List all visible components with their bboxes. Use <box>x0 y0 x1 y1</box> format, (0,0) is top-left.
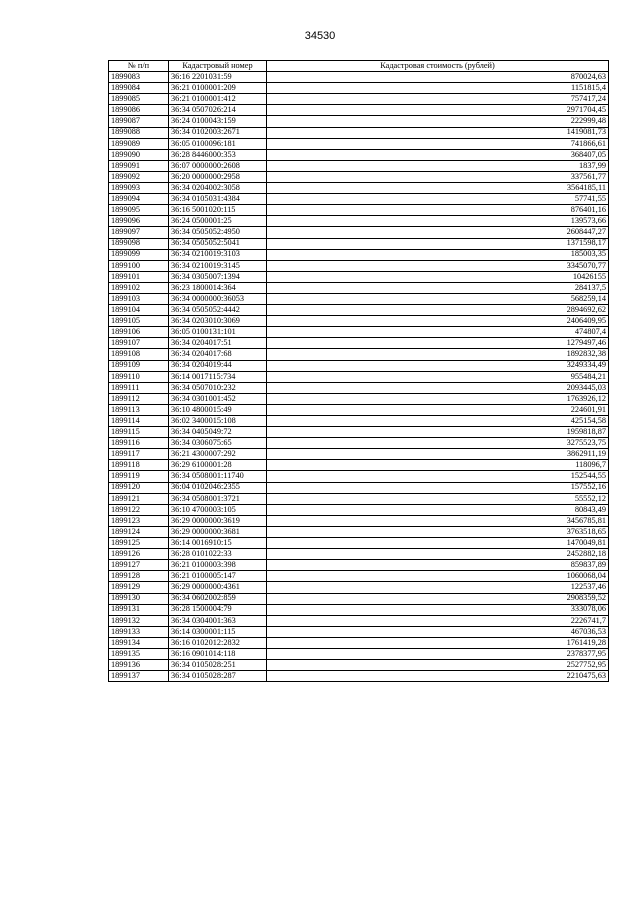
row-number-cell: 1899109 <box>109 360 169 371</box>
cadastral-number-cell: 36:34 0000000:36053 <box>169 293 267 304</box>
cadastral-value-cell: 2894692,62 <box>267 305 609 316</box>
cadastral-number-cell: 36:34 0306075:65 <box>169 438 267 449</box>
cadastral-number-cell: 36:16 2201031:59 <box>169 72 267 83</box>
table-row <box>109 560 609 571</box>
row-number-cell: 1899134 <box>109 637 169 648</box>
cadastral-value-cell: 467036,53 <box>267 626 609 637</box>
cadastral-value-cell: 3249334,49 <box>267 360 609 371</box>
cadastral-number-cell: 36:29 0000000:3681 <box>169 526 267 537</box>
row-number-cell: 1899093 <box>109 183 169 194</box>
table-row <box>109 338 609 349</box>
cadastral-value-cell: 3275523,75 <box>267 438 609 449</box>
row-number-cell: 1899135 <box>109 648 169 659</box>
cadastral-number-cell: 36:34 0505052:4950 <box>169 227 267 238</box>
cadastral-number-cell: 36:16 0901014:118 <box>169 648 267 659</box>
table-row <box>109 194 609 205</box>
table-row <box>109 526 609 537</box>
row-number-cell: 1899112 <box>109 393 169 404</box>
cadastral-value-cell: 757417,24 <box>267 94 609 105</box>
header-row-number: № п/п <box>109 61 169 72</box>
cadastral-value-cell: 1151815,4 <box>267 83 609 94</box>
row-number-cell: 1899090 <box>109 149 169 160</box>
row-number-cell: 1899094 <box>109 194 169 205</box>
cadastral-value-cell: 870024,63 <box>267 72 609 83</box>
row-number-cell: 1899098 <box>109 238 169 249</box>
cadastral-value-cell: 185003,35 <box>267 249 609 260</box>
cadastral-value-cell: 2908359,52 <box>267 593 609 604</box>
cadastral-value-cell: 2210475,63 <box>267 671 609 682</box>
row-number-cell: 1899101 <box>109 271 169 282</box>
cadastral-value-cell: 333078,06 <box>267 604 609 615</box>
cadastral-number-cell: 36:16 0102012:2832 <box>169 637 267 648</box>
cadastral-value-cell: 2406409,95 <box>267 316 609 327</box>
table-row <box>109 316 609 327</box>
cadastral-number-cell: 36:29 6100001:28 <box>169 460 267 471</box>
table-row <box>109 549 609 560</box>
row-number-cell: 1899129 <box>109 582 169 593</box>
cadastral-number-cell: 36:34 0507010:232 <box>169 382 267 393</box>
cadastral-value-cell: 2093445,03 <box>267 382 609 393</box>
table-row <box>109 648 609 659</box>
cadastral-value-cell: 3862911,19 <box>267 449 609 460</box>
cadastral-value-cell: 568259,14 <box>267 293 609 304</box>
cadastral-value-cell: 1761419,28 <box>267 637 609 648</box>
cadastral-number-cell: 36:29 0000000:3619 <box>169 515 267 526</box>
cadastral-value-cell: 2527752,95 <box>267 660 609 671</box>
cadastral-number-cell: 36:23 1800014:364 <box>169 282 267 293</box>
cadastral-number-cell: 36:14 0300001:115 <box>169 626 267 637</box>
cadastral-value-cell: 2452882,18 <box>267 549 609 560</box>
table-row <box>109 371 609 382</box>
table-row <box>109 471 609 482</box>
table-row <box>109 94 609 105</box>
row-number-cell: 1899108 <box>109 349 169 360</box>
table-row <box>109 105 609 116</box>
cadastral-number-cell: 36:34 0204019:44 <box>169 360 267 371</box>
row-number-cell: 1899137 <box>109 671 169 682</box>
cadastral-number-cell: 36:34 0203010:3069 <box>169 316 267 327</box>
cadastral-value-cell: 1470049,81 <box>267 538 609 549</box>
table-row <box>109 671 609 682</box>
cadastral-number-cell: 36:24 0500001:25 <box>169 216 267 227</box>
cadastral-number-cell: 36:28 1500004:79 <box>169 604 267 615</box>
cadastral-value-cell: 80843,49 <box>267 504 609 515</box>
table-row <box>109 360 609 371</box>
table-row <box>109 582 609 593</box>
row-number-cell: 1899086 <box>109 105 169 116</box>
cadastral-number-cell: 36:28 0101022:33 <box>169 549 267 560</box>
cadastral-number-cell: 36:16 5001020:115 <box>169 205 267 216</box>
table-row <box>109 637 609 648</box>
row-number-cell: 1899125 <box>109 538 169 549</box>
cadastral-number-cell: 36:34 0204002:3058 <box>169 183 267 194</box>
header-cadastral-number: Кадастровый номер <box>169 61 267 72</box>
cadastral-value-cell: 1060068,04 <box>267 571 609 582</box>
cadastral-number-cell: 36:28 8446000:353 <box>169 149 267 160</box>
cadastral-number-cell: 36:21 0100005:147 <box>169 571 267 582</box>
table-row <box>109 427 609 438</box>
table-row <box>109 449 609 460</box>
cadastral-value-cell: 337561,77 <box>267 171 609 182</box>
cadastral-number-cell: 36:34 0204017:51 <box>169 338 267 349</box>
cadastral-number-cell: 36:34 0304001:363 <box>169 615 267 626</box>
row-number-cell: 1899085 <box>109 94 169 105</box>
cadastral-number-cell: 36:34 0210019:3103 <box>169 249 267 260</box>
cadastral-value-cell: 955484,21 <box>267 371 609 382</box>
row-number-cell: 1899089 <box>109 138 169 149</box>
cadastral-number-cell: 36:10 4800015:49 <box>169 404 267 415</box>
table-row <box>109 171 609 182</box>
table-row <box>109 72 609 83</box>
cadastral-value-cell: 2226741,7 <box>267 615 609 626</box>
cadastral-value-cell: 3564185,11 <box>267 183 609 194</box>
table-row <box>109 227 609 238</box>
cadastral-number-cell: 36:05 0100131:101 <box>169 327 267 338</box>
row-number-cell: 1899105 <box>109 316 169 327</box>
cadastral-value-cell: 222999,48 <box>267 116 609 127</box>
cadastral-number-cell: 36:02 3400015:108 <box>169 416 267 427</box>
cadastral-value-cell: 1279497,46 <box>267 338 609 349</box>
cadastral-value-cell: 1837,99 <box>267 160 609 171</box>
table-row <box>109 282 609 293</box>
row-number-cell: 1899132 <box>109 615 169 626</box>
row-number-cell: 1899126 <box>109 549 169 560</box>
table-row <box>109 438 609 449</box>
cadastral-number-cell: 36:34 0602002:859 <box>169 593 267 604</box>
cadastral-number-cell: 36:34 0301001:452 <box>169 393 267 404</box>
table-row <box>109 515 609 526</box>
cadastral-value-cell: 122537,46 <box>267 582 609 593</box>
row-number-cell: 1899114 <box>109 416 169 427</box>
cadastral-number-cell: 36:34 0204017:68 <box>169 349 267 360</box>
cadastral-number-cell: 36:34 0508001:11740 <box>169 471 267 482</box>
cadastral-number-cell: 36:34 0105031:4384 <box>169 194 267 205</box>
row-number-cell: 1899091 <box>109 160 169 171</box>
cadastral-value-cell: 741866,61 <box>267 138 609 149</box>
cadastral-number-cell: 36:04 0102046:2355 <box>169 482 267 493</box>
table-row <box>109 260 609 271</box>
cadastral-value-table <box>108 60 609 682</box>
cadastral-value-cell: 57741,55 <box>267 194 609 205</box>
table-row <box>109 504 609 515</box>
cadastral-value-cell: 1892832,38 <box>267 349 609 360</box>
cadastral-value-cell: 368407,05 <box>267 149 609 160</box>
row-number-cell: 1899136 <box>109 660 169 671</box>
cadastral-value-cell: 10426155 <box>267 271 609 282</box>
table-row <box>109 216 609 227</box>
row-number-cell: 1899115 <box>109 427 169 438</box>
row-number-cell: 1899104 <box>109 305 169 316</box>
row-number-cell: 1899117 <box>109 449 169 460</box>
row-number-cell: 1899106 <box>109 327 169 338</box>
cadastral-number-cell: 36:34 0305007:1394 <box>169 271 267 282</box>
cadastral-value-cell: 284137,5 <box>267 282 609 293</box>
table-row <box>109 493 609 504</box>
cadastral-value-cell: 3763518,65 <box>267 526 609 537</box>
cadastral-value-cell: 224601,91 <box>267 404 609 415</box>
row-number-cell: 1899103 <box>109 293 169 304</box>
row-number-cell: 1899116 <box>109 438 169 449</box>
cadastral-number-cell: 36:34 0210019:3145 <box>169 260 267 271</box>
row-number-cell: 1899121 <box>109 493 169 504</box>
row-number-cell: 1899102 <box>109 282 169 293</box>
row-number-cell: 1899131 <box>109 604 169 615</box>
table-row <box>109 604 609 615</box>
table-row <box>109 205 609 216</box>
cadastral-value-cell: 3345070,77 <box>267 260 609 271</box>
cadastral-number-cell: 36:05 0100096:181 <box>169 138 267 149</box>
table-row <box>109 238 609 249</box>
table-row <box>109 127 609 138</box>
cadastral-number-cell: 36:34 0405049:72 <box>169 427 267 438</box>
cadastral-number-cell: 36:34 0505052:4442 <box>169 305 267 316</box>
cadastral-number-cell: 36:21 0100003:398 <box>169 560 267 571</box>
table-row <box>109 482 609 493</box>
row-number-cell: 1899130 <box>109 593 169 604</box>
table-row <box>109 626 609 637</box>
table-row <box>109 382 609 393</box>
cadastral-number-cell: 36:24 0100043:159 <box>169 116 267 127</box>
row-number-cell: 1899110 <box>109 371 169 382</box>
table-row <box>109 160 609 171</box>
cadastral-value-cell: 859837,89 <box>267 560 609 571</box>
cadastral-value-cell: 1959818,87 <box>267 427 609 438</box>
table-body <box>109 72 609 682</box>
cadastral-number-cell: 36:34 0508001:3721 <box>169 493 267 504</box>
table-row <box>109 249 609 260</box>
cadastral-number-cell: 36:14 0016910:15 <box>169 538 267 549</box>
table-row <box>109 538 609 549</box>
cadastral-value-cell: 474807,4 <box>267 327 609 338</box>
cadastral-value-cell: 1419081,73 <box>267 127 609 138</box>
cadastral-value-cell: 1763926,12 <box>267 393 609 404</box>
table-row <box>109 416 609 427</box>
cadastral-number-cell: 36:14 0017115:734 <box>169 371 267 382</box>
row-number-cell: 1899083 <box>109 72 169 83</box>
page-number: 34530 <box>304 30 336 42</box>
cadastral-number-cell: 36:10 4700003:105 <box>169 504 267 515</box>
cadastral-value-cell: 3456785,81 <box>267 515 609 526</box>
cadastral-number-cell: 36:34 0105028:287 <box>169 671 267 682</box>
table-row <box>109 571 609 582</box>
cadastral-value-cell: 2971704,45 <box>267 105 609 116</box>
row-number-cell: 1899120 <box>109 482 169 493</box>
cadastral-value-cell: 55552,12 <box>267 493 609 504</box>
table-row <box>109 271 609 282</box>
table-row <box>109 460 609 471</box>
row-number-cell: 1899133 <box>109 626 169 637</box>
cadastral-number-cell: 36:34 0505052:5041 <box>169 238 267 249</box>
table-header-row <box>109 61 609 72</box>
row-number-cell: 1899097 <box>109 227 169 238</box>
table-row <box>109 660 609 671</box>
table-row <box>109 183 609 194</box>
table-row <box>109 327 609 338</box>
table-row <box>109 149 609 160</box>
cadastral-value-cell: 876401,16 <box>267 205 609 216</box>
cadastral-number-cell: 36:34 0102003:2671 <box>169 127 267 138</box>
cadastral-value-cell: 2608447,27 <box>267 227 609 238</box>
row-number-cell: 1899124 <box>109 526 169 537</box>
row-number-cell: 1899107 <box>109 338 169 349</box>
cadastral-number-cell: 36:34 0105028:251 <box>169 660 267 671</box>
table-row <box>109 305 609 316</box>
row-number-cell: 1899099 <box>109 249 169 260</box>
row-number-cell: 1899111 <box>109 382 169 393</box>
row-number-cell: 1899127 <box>109 560 169 571</box>
row-number-cell: 1899128 <box>109 571 169 582</box>
table-row <box>109 83 609 94</box>
row-number-cell: 1899118 <box>109 460 169 471</box>
cadastral-value-cell: 152544,55 <box>267 471 609 482</box>
cadastral-number-cell: 36:21 0100001:412 <box>169 94 267 105</box>
cadastral-number-cell: 36:34 0507026:214 <box>169 105 267 116</box>
table-row <box>109 116 609 127</box>
cadastral-value-cell: 157552,16 <box>267 482 609 493</box>
table-row <box>109 615 609 626</box>
table-row <box>109 138 609 149</box>
row-number-cell: 1899113 <box>109 404 169 415</box>
cadastral-number-cell: 36:21 4300007:292 <box>169 449 267 460</box>
row-number-cell: 1899095 <box>109 205 169 216</box>
cadastral-value-cell: 139573,66 <box>267 216 609 227</box>
table-row <box>109 349 609 360</box>
cadastral-number-cell: 36:21 0100001:209 <box>169 83 267 94</box>
table-row <box>109 293 609 304</box>
cadastral-number-cell: 36:07 0000000:2608 <box>169 160 267 171</box>
cadastral-value-cell: 118096,7 <box>267 460 609 471</box>
cadastral-number-cell: 36:20 0000000:2958 <box>169 171 267 182</box>
row-number-cell: 1899123 <box>109 515 169 526</box>
header-cadastral-value: Кадастровая стоимость (рублей) <box>267 61 609 72</box>
row-number-cell: 1899100 <box>109 260 169 271</box>
cadastral-value-cell: 425154,58 <box>267 416 609 427</box>
row-number-cell: 1899122 <box>109 504 169 515</box>
row-number-cell: 1899088 <box>109 127 169 138</box>
table-row <box>109 393 609 404</box>
table-row <box>109 404 609 415</box>
row-number-cell: 1899096 <box>109 216 169 227</box>
cadastral-value-cell: 1371598,17 <box>267 238 609 249</box>
table-row <box>109 593 609 604</box>
row-number-cell: 1899087 <box>109 116 169 127</box>
cadastral-value-cell: 2378377,95 <box>267 648 609 659</box>
row-number-cell: 1899092 <box>109 171 169 182</box>
row-number-cell: 1899084 <box>109 83 169 94</box>
row-number-cell: 1899119 <box>109 471 169 482</box>
cadastral-number-cell: 36:29 0000000:4361 <box>169 582 267 593</box>
